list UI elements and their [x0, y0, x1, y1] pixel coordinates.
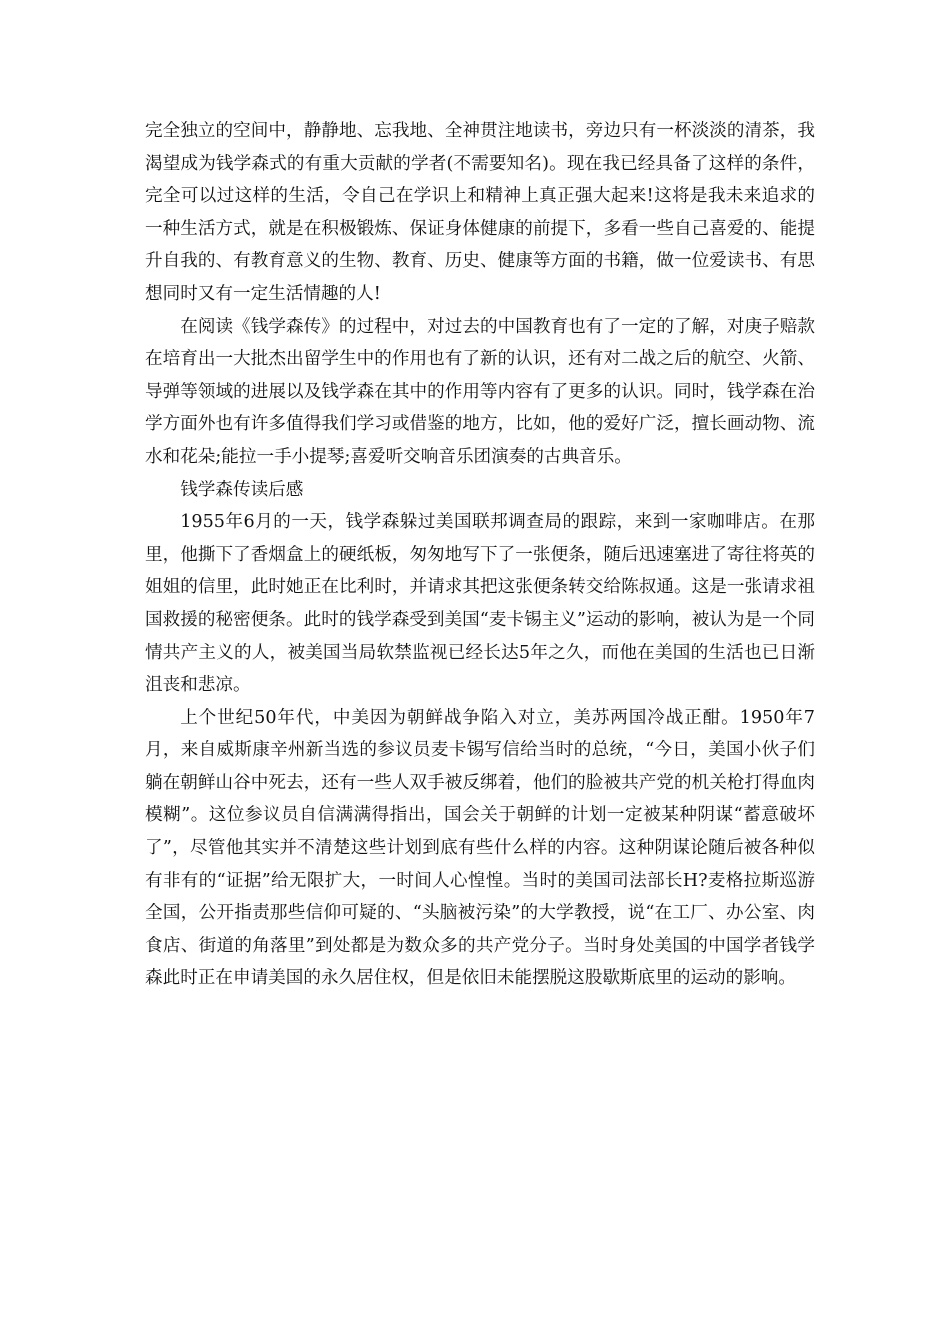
paragraph: 上个世纪50年代，中美因为朝鲜战争陷入对立，美苏两国冷战正酣。1950年7月，来自威斯康辛州新当选的参议员麦卡锡写信给当时的总统，“今日，美国小伙子们躺在朝鲜山谷中死去，还有一些人双手被反绑着，他们的脸被共产党的机关枪打得血肉模糊”。这位参议员自信满满得指出，国会关于朝鲜的计划一定被某种阴谋“蓄意破坏了”，尽管他其实并不清楚这些计划到底有些什么样的内容。这种阴谋论随后被各种似有非有的“证据”给无限扩大，一时间人心惶惶。当时的美国司法部长H?麦格拉斯巡游全国，公开指责那些信仰可疑的、“头脑被污染”的大学教授，说“在工厂、办公室、肉食店、街道的角落里”到处都是为数众多的共产党分子。当时身处美国的中国学者钱学森此时正在申请美国的永久居住权，但是依旧未能摆脱这股歇斯底里的运动的影响。	[145, 707, 815, 989]
document-body	[145, 115, 815, 995]
paragraph: 1955年6月的一天，钱学森躲过美国联邦调查局的跟踪，来到一家咖啡店。在那里，他撕下了香烟盒上的硬纸板，匆匆地写下了一张便条，随后迅速塞进了寄往将英的姐姐的信里，此时她正在比利时，并请求其把这张便条转交给陈叔通。这是一张请求祖国救援的秘密便条。此时的钱学森受到美国“麦卡锡主义”运动的影响，被认为是一个同情共产主义的人，被美国当局软禁监视已经长达5年之久，而他在美国的生活也已日渐沮丧和悲凉。	[145, 512, 815, 696]
section-heading: 钱学森传读后感	[180, 479, 304, 500]
paragraph: 完全独立的空间中，静静地、忘我地、全神贯注地读书，旁边只有一杯淡淡的清茶，我渴望成为钱学森式的有重大贡献的学者(不需要知名)。现在我已经具备了这样的条件，完全可以过这样的生活，令自己在学识上和精神上真正强大起来!这将是我未来追求的一种生活方式，就是在积极锻炼、保证身体健康的前提下，多看一些自己喜爱的、能提升自我的、有教育意义的生物、教育、历史、健康等方面的书籍，做一位爱读书、有思想同时又有一定生活情趣的人!	[145, 121, 815, 304]
paragraph: 在阅读《钱学森传》的过程中，对过去的中国教育也有了一定的了解，对庚子赔款在培育出一大批杰出留学生中的作用也有了新的认识，还有对二战之后的航空、火箭、导弹等领域的进展以及钱学森在其中的作用等内容有了更多的认识。同时，钱学森在治学方面外也有许多值得我们学习或借鉴的地方，比如，他的爱好广泛，擅长画动物、流水和花朵;能拉一手小提琴;喜爱听交响音乐团演奏的古典音乐。	[145, 316, 815, 467]
